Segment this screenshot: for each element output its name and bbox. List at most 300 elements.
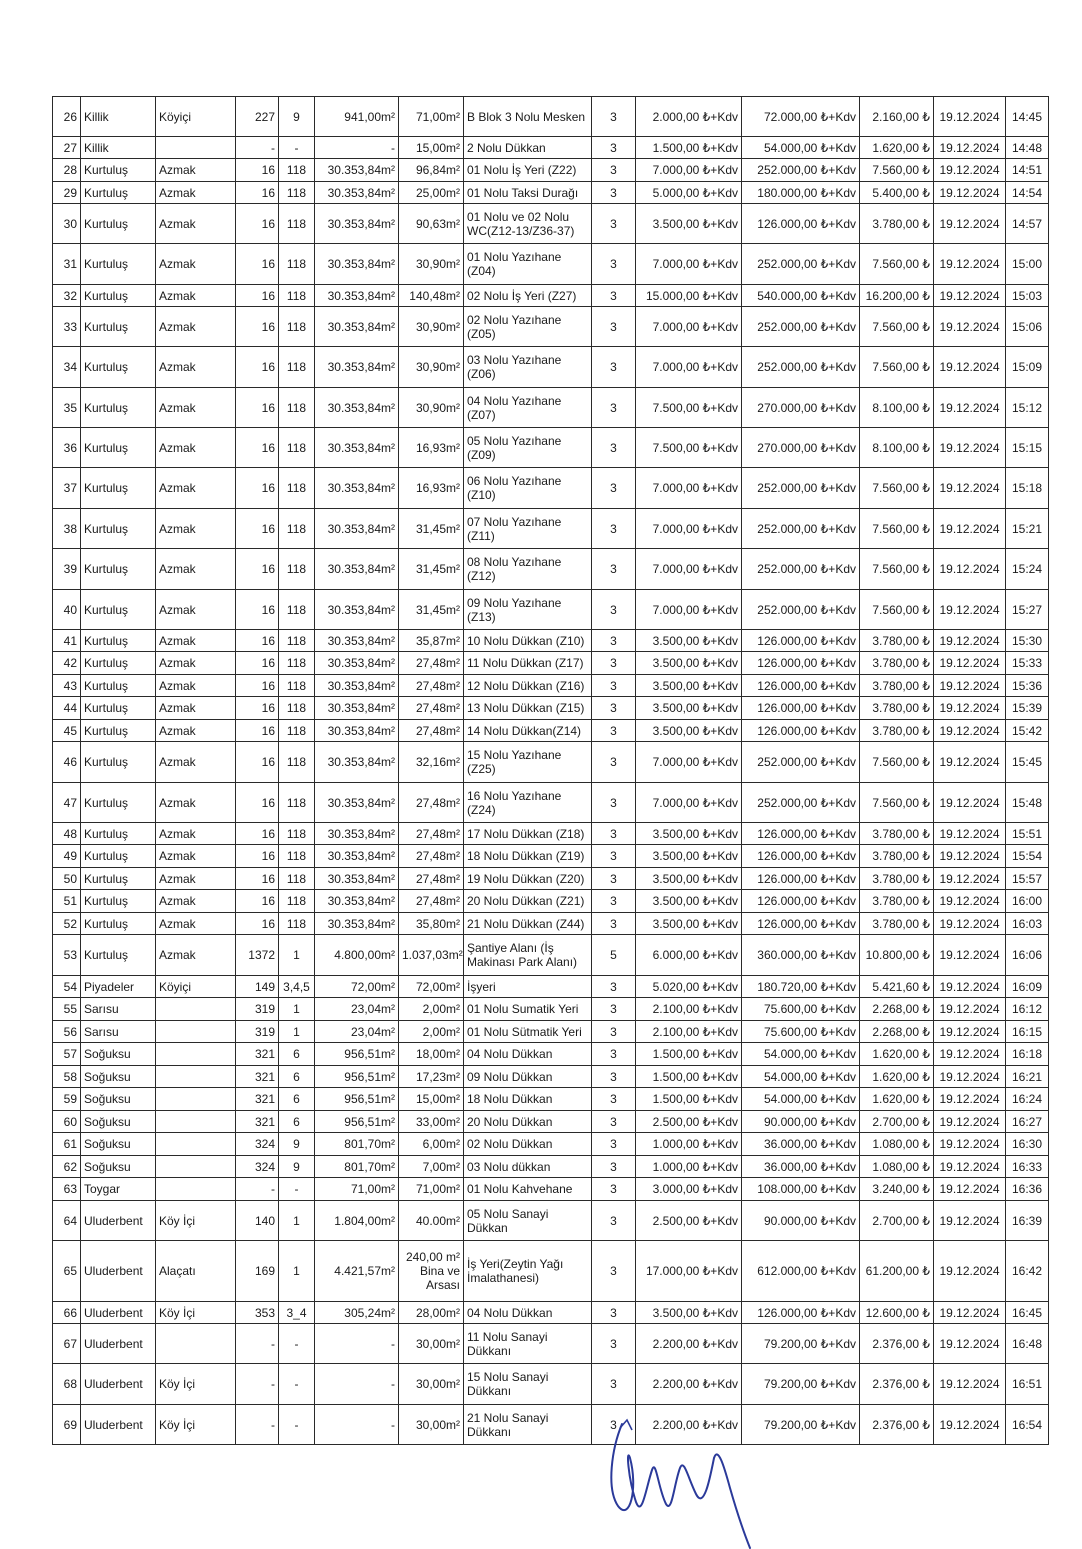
parcel-cell: 118 <box>279 204 315 244</box>
parcel-cell: 1 <box>279 998 315 1021</box>
tender-time-cell: 15:57 <box>1006 868 1049 890</box>
total-rent-cell: 252.000,00 ₺+Kdv <box>742 307 860 347</box>
tender-date-cell: 19.12.2024 <box>934 509 1006 549</box>
rental-area-cell: 27,48m² <box>399 783 464 823</box>
property-type-cell: 15 Nolu Sanayi Dükkanı <box>464 1364 592 1405</box>
table-row <box>53 1021 1049 1043</box>
total-rent-cell: 540.000,00 ₺+Kdv <box>742 285 860 307</box>
tender-date-cell: 19.12.2024 <box>934 652 1006 675</box>
deposit-cell: 2.700,00 ₺ <box>860 1201 934 1241</box>
table-row <box>53 1111 1049 1133</box>
locality-cell: Azmak <box>156 720 236 742</box>
neighborhood-cell: Kurtuluş <box>81 845 156 868</box>
property-type-cell: İş Yeri(Zeytin Yağı İmalathanesi) <box>464 1241 592 1302</box>
lease-years-cell: 3 <box>592 742 636 783</box>
block-cell: - <box>236 1324 279 1364</box>
tender-time-cell: 14:51 <box>1006 159 1049 182</box>
parcel-cell: 118 <box>279 630 315 652</box>
deposit-cell: 7.560,00 ₺ <box>860 159 934 182</box>
monthly-rent-cell: 7.500,00 ₺+Kdv <box>636 388 742 428</box>
rental-area-cell: 27,48m² <box>399 890 464 913</box>
property-type-cell: 04 Nolu Dükkan <box>464 1302 592 1324</box>
deposit-cell: 7.560,00 ₺ <box>860 468 934 509</box>
rental-area-cell: 7,00m² <box>399 1156 464 1178</box>
block-cell: 16 <box>236 307 279 347</box>
parcel-cell: 3_4 <box>279 1302 315 1324</box>
locality-cell: Azmak <box>156 182 236 204</box>
table-row <box>53 935 1049 976</box>
table-row <box>53 182 1049 204</box>
tender-date-cell: 19.12.2024 <box>934 1241 1006 1302</box>
property-type-cell: 18 Nolu Dükkan <box>464 1088 592 1111</box>
neighborhood-cell: Uluderbent <box>81 1241 156 1302</box>
total-rent-cell: 252.000,00 ₺+Kdv <box>742 549 860 590</box>
row-number: 40 <box>53 590 81 630</box>
lease-years-cell: 3 <box>592 890 636 913</box>
monthly-rent-cell: 3.500,00 ₺+Kdv <box>636 697 742 720</box>
block-cell: 321 <box>236 1043 279 1066</box>
neighborhood-cell: Kurtuluş <box>81 182 156 204</box>
monthly-rent-cell: 1.000,00 ₺+Kdv <box>636 1133 742 1156</box>
total-rent-cell: 75.600,00 ₺+Kdv <box>742 1021 860 1043</box>
deposit-cell: 1.080,00 ₺ <box>860 1156 934 1178</box>
lease-tender-sheet <box>52 96 1048 1445</box>
tender-time-cell: 15:51 <box>1006 823 1049 845</box>
parcel-cell: 118 <box>279 468 315 509</box>
neighborhood-cell: Soğuksu <box>81 1043 156 1066</box>
lease-years-cell: 3 <box>592 1405 636 1445</box>
tender-time-cell: 14:48 <box>1006 137 1049 159</box>
table-row <box>53 428 1049 468</box>
rental-area-cell: 30,90m² <box>399 388 464 428</box>
block-cell: 319 <box>236 998 279 1021</box>
block-cell: 16 <box>236 509 279 549</box>
lease-years-cell: 3 <box>592 1111 636 1133</box>
tender-time-cell: 15:42 <box>1006 720 1049 742</box>
rental-area-cell: 32,16m² <box>399 742 464 783</box>
neighborhood-cell: Soğuksu <box>81 1066 156 1088</box>
neighborhood-cell: Kurtuluş <box>81 868 156 890</box>
parcel-cell: 9 <box>279 1133 315 1156</box>
locality-cell: Köy İçi <box>156 1364 236 1405</box>
rental-area-cell: 31,45m² <box>399 590 464 630</box>
neighborhood-cell: Kurtuluş <box>81 388 156 428</box>
rental-area-cell: 15,00m² <box>399 137 464 159</box>
tender-time-cell: 15:03 <box>1006 285 1049 307</box>
total-rent-cell: 126.000,00 ₺+Kdv <box>742 652 860 675</box>
total-rent-cell: 252.000,00 ₺+Kdv <box>742 347 860 388</box>
table-row <box>53 890 1049 913</box>
total-rent-cell: 180.720,00 ₺+Kdv <box>742 976 860 998</box>
neighborhood-cell: Soğuksu <box>81 1156 156 1178</box>
neighborhood-cell: Kurtuluş <box>81 204 156 244</box>
total-rent-cell: 252.000,00 ₺+Kdv <box>742 159 860 182</box>
tender-date-cell: 19.12.2024 <box>934 783 1006 823</box>
table-row <box>53 590 1049 630</box>
row-number: 53 <box>53 935 81 976</box>
tender-date-cell: 19.12.2024 <box>934 976 1006 998</box>
total-rent-cell: 79.200,00 ₺+Kdv <box>742 1364 860 1405</box>
tender-time-cell: 16:27 <box>1006 1111 1049 1133</box>
parcel-area-cell: 30.353,84m² <box>315 388 399 428</box>
tender-time-cell: 16:48 <box>1006 1324 1049 1364</box>
total-rent-cell: 54.000,00 ₺+Kdv <box>742 1043 860 1066</box>
total-rent-cell: 54.000,00 ₺+Kdv <box>742 1066 860 1088</box>
monthly-rent-cell: 2.100,00 ₺+Kdv <box>636 998 742 1021</box>
block-cell: 321 <box>236 1088 279 1111</box>
total-rent-cell: 126.000,00 ₺+Kdv <box>742 720 860 742</box>
deposit-cell: 3.780,00 ₺ <box>860 890 934 913</box>
block-cell: 324 <box>236 1133 279 1156</box>
block-cell: 321 <box>236 1066 279 1088</box>
monthly-rent-cell: 7.000,00 ₺+Kdv <box>636 244 742 285</box>
table-row <box>53 1043 1049 1066</box>
deposit-cell: 1.080,00 ₺ <box>860 1133 934 1156</box>
tender-date-cell: 19.12.2024 <box>934 1324 1006 1364</box>
locality-cell: Azmak <box>156 428 236 468</box>
parcel-area-cell: 956,51m² <box>315 1111 399 1133</box>
row-number: 52 <box>53 913 81 935</box>
block-cell: 227 <box>236 97 279 137</box>
neighborhood-cell: Kurtuluş <box>81 913 156 935</box>
deposit-cell: 2.268,00 ₺ <box>860 998 934 1021</box>
locality-cell: Azmak <box>156 204 236 244</box>
parcel-area-cell: 30.353,84m² <box>315 204 399 244</box>
row-number: 59 <box>53 1088 81 1111</box>
parcel-cell: 118 <box>279 783 315 823</box>
rental-area-cell: 27,48m² <box>399 868 464 890</box>
tender-time-cell: 15:15 <box>1006 428 1049 468</box>
row-number: 51 <box>53 890 81 913</box>
property-type-cell: 08 Nolu Yazıhane (Z12) <box>464 549 592 590</box>
lease-years-cell: 3 <box>592 285 636 307</box>
parcel-area-cell: 956,51m² <box>315 1043 399 1066</box>
locality-cell <box>156 1156 236 1178</box>
tender-time-cell: 15:54 <box>1006 845 1049 868</box>
parcel-cell: 118 <box>279 182 315 204</box>
rental-area-cell: 30,00m² <box>399 1364 464 1405</box>
table-row <box>53 1364 1049 1405</box>
row-number: 50 <box>53 868 81 890</box>
block-cell: - <box>236 1178 279 1201</box>
parcel-area-cell: 30.353,84m² <box>315 675 399 697</box>
neighborhood-cell: Kurtuluş <box>81 697 156 720</box>
neighborhood-cell: Soğuksu <box>81 1133 156 1156</box>
tender-time-cell: 15:33 <box>1006 652 1049 675</box>
block-cell: 16 <box>236 347 279 388</box>
locality-cell: Azmak <box>156 630 236 652</box>
property-type-cell: 02 Nolu İş Yeri (Z27) <box>464 285 592 307</box>
neighborhood-cell: Soğuksu <box>81 1111 156 1133</box>
lease-years-cell: 3 <box>592 1066 636 1088</box>
deposit-cell: 3.780,00 ₺ <box>860 823 934 845</box>
tender-date-cell: 19.12.2024 <box>934 285 1006 307</box>
property-type-cell: 03 Nolu Yazıhane (Z06) <box>464 347 592 388</box>
tender-date-cell: 19.12.2024 <box>934 468 1006 509</box>
parcel-cell: 3,4,5 <box>279 976 315 998</box>
deposit-cell: 16.200,00 ₺ <box>860 285 934 307</box>
lease-years-cell: 3 <box>592 1364 636 1405</box>
locality-cell: Azmak <box>156 590 236 630</box>
monthly-rent-cell: 3.500,00 ₺+Kdv <box>636 868 742 890</box>
block-cell: 16 <box>236 590 279 630</box>
rental-area-cell: 35,80m² <box>399 913 464 935</box>
block-cell: 16 <box>236 244 279 285</box>
rental-area-cell: 140,48m² <box>399 285 464 307</box>
tender-date-cell: 19.12.2024 <box>934 1178 1006 1201</box>
table-row <box>53 1133 1049 1156</box>
neighborhood-cell: Kurtuluş <box>81 675 156 697</box>
locality-cell: Köyiçi <box>156 97 236 137</box>
property-type-cell: 06 Nolu Yazıhane (Z10) <box>464 468 592 509</box>
tender-time-cell: 15:24 <box>1006 549 1049 590</box>
table-row <box>53 998 1049 1021</box>
deposit-cell: 1.620,00 ₺ <box>860 1088 934 1111</box>
property-type-cell: 2 Nolu Dükkan <box>464 137 592 159</box>
block-cell: 16 <box>236 285 279 307</box>
total-rent-cell: 126.000,00 ₺+Kdv <box>742 675 860 697</box>
parcel-area-cell: 801,70m² <box>315 1133 399 1156</box>
lease-years-cell: 3 <box>592 697 636 720</box>
monthly-rent-cell: 2.200,00 ₺+Kdv <box>636 1324 742 1364</box>
lease-years-cell: 3 <box>592 1241 636 1302</box>
total-rent-cell: 90.000,00 ₺+Kdv <box>742 1201 860 1241</box>
locality-cell: Azmak <box>156 307 236 347</box>
total-rent-cell: 79.200,00 ₺+Kdv <box>742 1324 860 1364</box>
row-number: 63 <box>53 1178 81 1201</box>
tender-date-cell: 19.12.2024 <box>934 182 1006 204</box>
neighborhood-cell: Kurtuluş <box>81 742 156 783</box>
deposit-cell: 2.160,00 ₺ <box>860 97 934 137</box>
row-number: 30 <box>53 204 81 244</box>
total-rent-cell: 54.000,00 ₺+Kdv <box>742 1088 860 1111</box>
block-cell: 319 <box>236 1021 279 1043</box>
block-cell: 16 <box>236 428 279 468</box>
lease-years-cell: 3 <box>592 630 636 652</box>
tender-time-cell: 15:06 <box>1006 307 1049 347</box>
locality-cell <box>156 137 236 159</box>
monthly-rent-cell: 3.500,00 ₺+Kdv <box>636 630 742 652</box>
property-type-cell: 11 Nolu Dükkan (Z17) <box>464 652 592 675</box>
parcel-cell: 118 <box>279 509 315 549</box>
locality-cell: Azmak <box>156 845 236 868</box>
property-type-cell: 13 Nolu Dükkan (Z15) <box>464 697 592 720</box>
parcel-cell: - <box>279 137 315 159</box>
locality-cell: Azmak <box>156 675 236 697</box>
parcel-area-cell: 30.353,84m² <box>315 468 399 509</box>
locality-cell <box>156 1021 236 1043</box>
row-number: 27 <box>53 137 81 159</box>
monthly-rent-cell: 3.500,00 ₺+Kdv <box>636 204 742 244</box>
total-rent-cell: 126.000,00 ₺+Kdv <box>742 890 860 913</box>
row-number: 38 <box>53 509 81 549</box>
lease-years-cell: 3 <box>592 675 636 697</box>
parcel-area-cell: 30.353,84m² <box>315 845 399 868</box>
monthly-rent-cell: 7.000,00 ₺+Kdv <box>636 159 742 182</box>
parcel-cell: 118 <box>279 675 315 697</box>
parcel-cell: 9 <box>279 97 315 137</box>
parcel-cell: 118 <box>279 823 315 845</box>
monthly-rent-cell: 7.000,00 ₺+Kdv <box>636 509 742 549</box>
block-cell: 324 <box>236 1156 279 1178</box>
monthly-rent-cell: 3.500,00 ₺+Kdv <box>636 845 742 868</box>
monthly-rent-cell: 2.100,00 ₺+Kdv <box>636 1021 742 1043</box>
neighborhood-cell: Uluderbent <box>81 1201 156 1241</box>
neighborhood-cell: Kurtuluş <box>81 468 156 509</box>
locality-cell <box>156 1324 236 1364</box>
property-type-cell: 09 Nolu Dükkan <box>464 1066 592 1088</box>
monthly-rent-cell: 17.000,00 ₺+Kdv <box>636 1241 742 1302</box>
lease-years-cell: 3 <box>592 428 636 468</box>
table-row <box>53 845 1049 868</box>
tender-time-cell: 16:45 <box>1006 1302 1049 1324</box>
total-rent-cell: 126.000,00 ₺+Kdv <box>742 630 860 652</box>
table-row <box>53 1088 1049 1111</box>
rental-area-cell: 16,93m² <box>399 428 464 468</box>
parcel-area-cell: 30.353,84m² <box>315 913 399 935</box>
total-rent-cell: 126.000,00 ₺+Kdv <box>742 1302 860 1324</box>
block-cell: 16 <box>236 868 279 890</box>
rental-area-cell: 28,00m² <box>399 1302 464 1324</box>
rental-area-cell: 27,48m² <box>399 675 464 697</box>
neighborhood-cell: Piyadeler <box>81 976 156 998</box>
locality-cell: Köyiçi <box>156 976 236 998</box>
monthly-rent-cell: 2.200,00 ₺+Kdv <box>636 1364 742 1405</box>
property-type-cell: 12 Nolu Dükkan (Z16) <box>464 675 592 697</box>
rental-area-cell: 25,00m² <box>399 182 464 204</box>
deposit-cell: 3.780,00 ₺ <box>860 652 934 675</box>
property-type-cell: 20 Nolu Dükkan <box>464 1111 592 1133</box>
parcel-area-cell: 305,24m² <box>315 1302 399 1324</box>
property-type-cell: 01 Nolu İş Yeri (Z22) <box>464 159 592 182</box>
rental-area-cell: 27,48m² <box>399 720 464 742</box>
parcel-area-cell: 4.421,57m² <box>315 1241 399 1302</box>
tender-time-cell: 16:39 <box>1006 1201 1049 1241</box>
table-row <box>53 285 1049 307</box>
parcel-area-cell: - <box>315 137 399 159</box>
row-number: 32 <box>53 285 81 307</box>
property-type-cell: 01 Nolu ve 02 Nolu WC(Z12-13/Z36-37) <box>464 204 592 244</box>
table-row <box>53 388 1049 428</box>
monthly-rent-cell: 7.000,00 ₺+Kdv <box>636 590 742 630</box>
row-number: 65 <box>53 1241 81 1302</box>
row-number: 64 <box>53 1201 81 1241</box>
table-row <box>53 1302 1049 1324</box>
deposit-cell: 7.560,00 ₺ <box>860 244 934 285</box>
tender-time-cell: 16:24 <box>1006 1088 1049 1111</box>
parcel-cell: 1 <box>279 1201 315 1241</box>
locality-cell <box>156 1066 236 1088</box>
locality-cell: Azmak <box>156 868 236 890</box>
parcel-cell: - <box>279 1405 315 1445</box>
table-row <box>53 244 1049 285</box>
block-cell: 16 <box>236 783 279 823</box>
property-type-cell: 03 Nolu dükkan <box>464 1156 592 1178</box>
property-type-cell: Şantiye Alanı (İş Makinası Park Alanı) <box>464 935 592 976</box>
table-row <box>53 783 1049 823</box>
table-row <box>53 742 1049 783</box>
table-row <box>53 675 1049 697</box>
monthly-rent-cell: 15.000,00 ₺+Kdv <box>636 285 742 307</box>
tender-time-cell: 15:27 <box>1006 590 1049 630</box>
block-cell: 16 <box>236 388 279 428</box>
monthly-rent-cell: 7.500,00 ₺+Kdv <box>636 428 742 468</box>
lease-years-cell: 3 <box>592 182 636 204</box>
neighborhood-cell: Kurtuluş <box>81 509 156 549</box>
lease-years-cell: 3 <box>592 976 636 998</box>
parcel-area-cell: 30.353,84m² <box>315 347 399 388</box>
rental-area-cell: 2,00m² <box>399 998 464 1021</box>
deposit-cell: 5.400,00 ₺ <box>860 182 934 204</box>
locality-cell: Azmak <box>156 388 236 428</box>
locality-cell: Azmak <box>156 159 236 182</box>
deposit-cell: 3.780,00 ₺ <box>860 913 934 935</box>
parcel-cell: 118 <box>279 307 315 347</box>
rental-area-cell: 17,23m² <box>399 1066 464 1088</box>
parcel-cell: 6 <box>279 1043 315 1066</box>
monthly-rent-cell: 3.000,00 ₺+Kdv <box>636 1178 742 1201</box>
block-cell: 149 <box>236 976 279 998</box>
block-cell: - <box>236 137 279 159</box>
lease-years-cell: 3 <box>592 590 636 630</box>
lease-years-cell: 3 <box>592 868 636 890</box>
tender-date-cell: 19.12.2024 <box>934 137 1006 159</box>
table-row <box>53 159 1049 182</box>
block-cell: 16 <box>236 159 279 182</box>
property-type-cell: 14 Nolu Dükkan(Z14) <box>464 720 592 742</box>
deposit-cell: 7.560,00 ₺ <box>860 742 934 783</box>
total-rent-cell: 90.000,00 ₺+Kdv <box>742 1111 860 1133</box>
tender-date-cell: 19.12.2024 <box>934 675 1006 697</box>
deposit-cell: 2.376,00 ₺ <box>860 1405 934 1445</box>
block-cell: 16 <box>236 845 279 868</box>
parcel-area-cell: 23,04m² <box>315 1021 399 1043</box>
locality-cell <box>156 1133 236 1156</box>
deposit-cell: 7.560,00 ₺ <box>860 549 934 590</box>
tender-time-cell: 16:30 <box>1006 1133 1049 1156</box>
neighborhood-cell: Kurtuluş <box>81 783 156 823</box>
block-cell: 353 <box>236 1302 279 1324</box>
parcel-cell: 118 <box>279 285 315 307</box>
tender-date-cell: 19.12.2024 <box>934 1302 1006 1324</box>
property-type-cell: 21 Nolu Sanayi Dükkanı <box>464 1405 592 1445</box>
total-rent-cell: 54.000,00 ₺+Kdv <box>742 137 860 159</box>
neighborhood-cell: Sarısu <box>81 998 156 1021</box>
parcel-cell: 118 <box>279 590 315 630</box>
deposit-cell: 12.600,00 ₺ <box>860 1302 934 1324</box>
monthly-rent-cell: 1.000,00 ₺+Kdv <box>636 1156 742 1178</box>
table-row <box>53 137 1049 159</box>
monthly-rent-cell: 7.000,00 ₺+Kdv <box>636 742 742 783</box>
tender-time-cell: 16:06 <box>1006 935 1049 976</box>
tender-time-cell: 16:09 <box>1006 976 1049 998</box>
monthly-rent-cell: 3.500,00 ₺+Kdv <box>636 913 742 935</box>
property-type-cell: 01 Nolu Kahvehane <box>464 1178 592 1201</box>
block-cell: 1372 <box>236 935 279 976</box>
parcel-cell: 118 <box>279 549 315 590</box>
deposit-cell: 3.780,00 ₺ <box>860 697 934 720</box>
table-row <box>53 1066 1049 1088</box>
block-cell: 16 <box>236 675 279 697</box>
deposit-cell: 7.560,00 ₺ <box>860 509 934 549</box>
table-row <box>53 630 1049 652</box>
rental-area-cell: 30,00m² <box>399 1405 464 1445</box>
block-cell: 16 <box>236 204 279 244</box>
tender-time-cell: 14:57 <box>1006 204 1049 244</box>
lease-years-cell: 3 <box>592 97 636 137</box>
locality-cell: Azmak <box>156 549 236 590</box>
property-type-cell: 15 Nolu Yazıhane (Z25) <box>464 742 592 783</box>
